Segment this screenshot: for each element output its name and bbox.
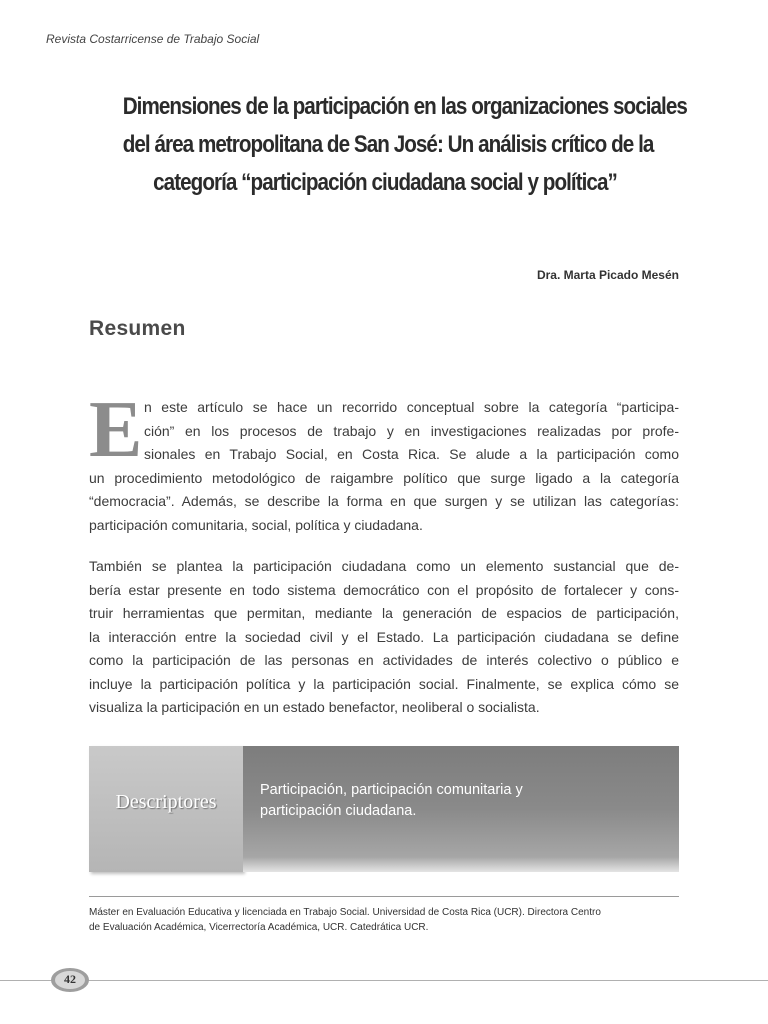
abstract-heading: Resumen <box>89 317 186 340</box>
journal-name: Revista Costarricense de Trabajo Social <box>46 32 260 46</box>
text-line: También se plantea la participación ciudadana como un elemento sustancial que de- <box>89 558 679 574</box>
descriptors-text <box>260 780 660 822</box>
descriptors-line: participación ciudadana. <box>260 803 417 819</box>
author-footnote <box>89 905 689 935</box>
text-line: truir herramientas que permitan, mediante la generación de espacios de participación, <box>89 605 679 621</box>
text-line: visualiza la participación en un estado benefactor, neoliberal o socialista. <box>89 699 540 715</box>
footnote-line: Máster en Evaluación Educativa y licenciada en Trabajo Social. Universidad de Costa Rica (UCR). Directora Centro <box>89 907 601 918</box>
title-line: categoría “participación ciudadana social y política” <box>153 169 617 196</box>
text-line: como la participación de las personas en actividades de interés colectivo o público e <box>89 652 679 668</box>
page-number: 42 <box>64 972 76 986</box>
text-line: “democracia”. Además, se describe la forma en que surgen y se utilizan las categorías: <box>89 493 679 509</box>
descriptors-box <box>89 746 679 872</box>
descriptors-line: Participación, participación comunitaria y <box>260 782 523 798</box>
drop-cap: E <box>89 386 143 474</box>
text-line: bería estar presente en todo sistema democrático con el propósito de fortalecer y cons- <box>89 581 679 598</box>
descriptors-label: Descriptores <box>115 791 217 813</box>
text-line: incluye la participación política y la participación social. Finalmente, se explica cómo se <box>89 675 679 692</box>
abstract-paragraph-2 <box>89 555 679 720</box>
article-title <box>122 88 687 202</box>
title-line: del área metropolitana de San José: Un análisis crítico de la <box>122 131 654 158</box>
footnote-line: de Evaluación Académica, Vicerrectoría Académica, UCR. Catedrática UCR. <box>89 922 429 933</box>
text-line: n este artículo se hace un recorrido conceptual sobre la categoría “participa- <box>144 399 679 415</box>
descriptors-label-panel <box>89 746 243 872</box>
text-line: ción” en los procesos de trabajo y en investigaciones realizadas por profe- <box>144 422 679 439</box>
page-footer-rule <box>0 980 768 981</box>
abstract-paragraph-1 <box>89 386 679 537</box>
text-line: sionales en Trabajo Social, en Costa Rica. Se alude a la participación como <box>144 446 679 462</box>
page-number-badge <box>50 967 90 993</box>
text-line: la interacción entre la sociedad civil y el Estado. La participación ciudadana se define <box>89 628 679 645</box>
descriptors-content-panel <box>243 746 679 872</box>
text-line: un procedimiento metodológico de raigambre político que surge ligado a la categoría <box>89 469 679 486</box>
author-name: Dra. Marta Picado Mesén <box>536 268 679 282</box>
title-line: Dimensiones de la participación en las organizaciones sociales <box>122 93 687 120</box>
text-line: participación comunitaria, social, política y ciudadana. <box>89 516 423 533</box>
footnote-divider <box>89 896 679 897</box>
